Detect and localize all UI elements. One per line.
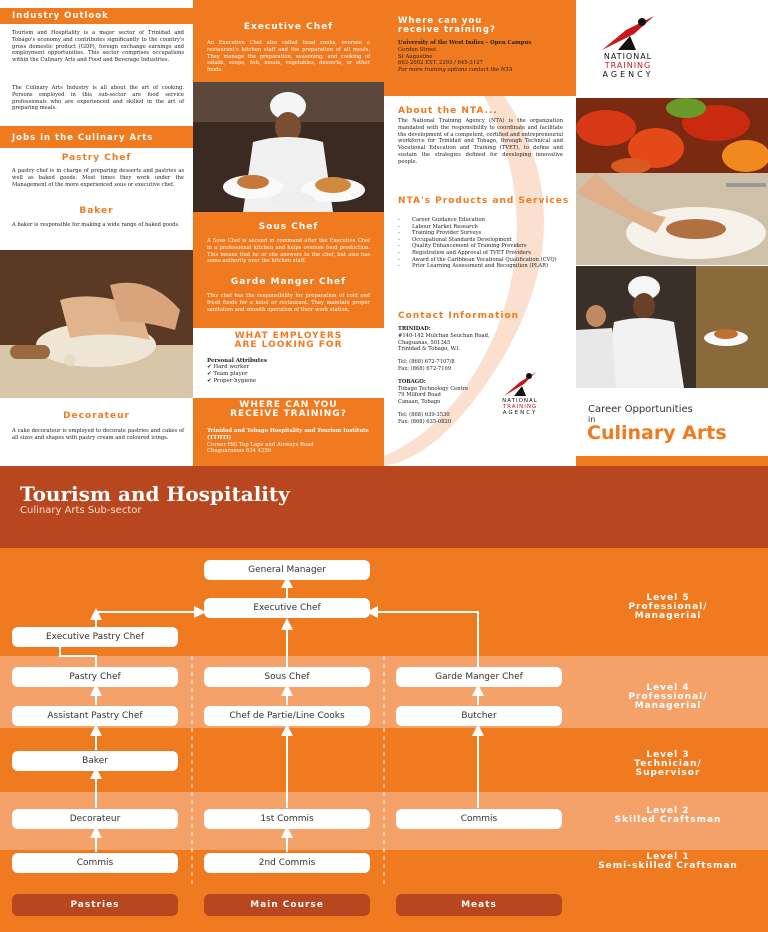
box-sous-chef: Sous Chef xyxy=(204,667,370,687)
jobs-title: Jobs in the Culinary Arts xyxy=(12,133,154,143)
box-chef-de-partie: Chef de Partie/Line Cooks xyxy=(204,706,370,726)
decorateur-text: A cake decorateur is employed to decorate pastries and cakes of all sizes and shapes with pastry cream and coloured icings. xyxy=(12,428,184,441)
cover-in: in xyxy=(588,415,596,424)
box-butcher: Butcher xyxy=(396,706,562,726)
ttihti-address: Corner Hill Top Lape and Airways Road xyxy=(207,441,314,448)
footer-main-course: Main Course xyxy=(204,894,370,916)
tobago-address-3: Canaan, Tobago xyxy=(398,399,441,406)
jobs-header xyxy=(0,126,193,148)
level-5-label xyxy=(568,594,768,621)
box-commis-meats: Commis xyxy=(396,809,562,829)
ttihti-city: Chaguaramas 634 4250 xyxy=(207,448,272,455)
chart-title: Tourism and Hospitality xyxy=(20,482,290,506)
about-title: About the NTA... xyxy=(398,106,498,116)
garde-manger-text: This chef has the responsibility for preparation of cold and fresh foods for a hotel or restaurant. They maintain proper sanitation and smooth operation of their work station. xyxy=(207,293,370,313)
chefs-team-photo xyxy=(576,266,768,388)
box-baker: Baker xyxy=(12,751,178,771)
box-general-manager: General Manager xyxy=(204,560,370,580)
logo-line-2: TRAINING xyxy=(604,61,652,70)
column-4-cover xyxy=(576,0,768,466)
industry-outlook-header xyxy=(0,8,193,24)
trinidad-address-3: Trinidad & Tobago, W.I. xyxy=(398,346,461,353)
where-training-title-col2: WHERE CAN YOU RECEIVE TRAINING? xyxy=(230,400,347,419)
column-2 xyxy=(193,0,384,466)
cover-bottom-stripe xyxy=(576,456,768,466)
exec-chef-text: An Executive Chef also called head cooks, oversee a restaurant's kitchen staff and the preparation of all meals. They manage the preparation, seasoning, and cooking of salads, soups, fish, meats, vegetables, desserts, or other foods. xyxy=(207,40,370,74)
level-2-label xyxy=(568,807,768,825)
level-2-number: Level 2 xyxy=(646,806,690,816)
product-item: - Quality Enhancement of Training Providers xyxy=(398,243,563,250)
about-text: The National Training Agency (NTA) is the organization mandated with the responsibility to coordinate and facilitate the development of a competent, certified and entrepreneurial workforce for Trinidad and Tobago, through Technical and Vocational Education and Training (TVET), to define and sustain the strategies defined for developing innovative people. xyxy=(398,118,564,165)
decorateur-title: Decorateur xyxy=(63,411,130,421)
baker-photo xyxy=(0,250,193,398)
tobago-tel: Tel: (868) 639-3530 xyxy=(398,411,450,418)
career-chart xyxy=(0,466,768,932)
baker-text: A baker is responsible for making a wide range of baked goods. xyxy=(12,222,180,228)
industry-paragraph-1: Tourism and Hospitality is a major sector of Trinidad and Tobago's economy and contributes significantly to the country's gross domestic product (GDP), foreign exchange earnings and employment opportunities. This sector comprises occupations within the Culinary Arts and Food and Beverage Industries. xyxy=(12,30,184,64)
sous-chef-title: Sous Chef xyxy=(258,222,319,232)
uwi-name: University of the West Indies – Open Campus xyxy=(398,40,532,46)
tobago-label: TOBAGO: xyxy=(398,378,426,385)
level-4-number: Level 4 xyxy=(646,683,690,693)
peppers-photo xyxy=(576,98,768,173)
nta-logo-small xyxy=(490,370,550,416)
level-5-desc-1: Professional/ xyxy=(628,602,708,612)
plating-photo xyxy=(576,173,768,265)
employers-panel xyxy=(193,328,384,398)
uwi-note: For more training options contact the NTA xyxy=(398,67,513,74)
attribute-item: ✔ Proper hygiene xyxy=(207,378,384,385)
nta-figure-icon xyxy=(500,370,540,398)
cover-title: Culinary Arts xyxy=(587,422,727,444)
box-executive-pastry-chef: Executive Pastry Chef xyxy=(12,627,178,647)
level-1-desc-1: Semi-skilled Craftsman xyxy=(598,861,738,871)
logo-line-1: NATIONAL xyxy=(603,52,653,61)
trinidad-fax: Fax: (868) 672-7109 xyxy=(398,365,452,372)
column-1 xyxy=(0,0,193,466)
level-4-desc-2: Managerial xyxy=(634,701,702,711)
logo-small-line-3: AGENCY xyxy=(502,410,538,416)
level-1-label xyxy=(568,853,768,871)
box-assistant-pastry-chef: Assistant Pastry Chef xyxy=(12,706,178,726)
ttihti-name: Trinidad and Tobago Hospitality and Tourism Institute (TTHTI) xyxy=(207,428,369,441)
contact-title: Contact Information xyxy=(398,311,520,321)
level-2-desc-1: Skilled Craftsman xyxy=(614,815,722,825)
box-commis-pastries: Commis xyxy=(12,853,178,873)
footer-meats: Meats xyxy=(396,894,562,916)
product-item: - Labour Market Research xyxy=(398,224,563,231)
tobago-address-2: 79 Milford Road xyxy=(398,392,441,399)
pastry-chef-title: Pastry Chef xyxy=(61,153,132,163)
executive-chef-photo xyxy=(193,82,384,212)
attribute-item: ✔ Hard worker xyxy=(207,364,384,371)
product-item: - Training Provider Surveys xyxy=(398,230,563,237)
box-executive-chef: Executive Chef xyxy=(204,598,370,618)
trinidad-label: TRINIDAD: xyxy=(398,326,431,332)
where-training-panel xyxy=(384,0,576,96)
level-5-desc-2: Managerial xyxy=(634,611,702,621)
level-3-desc-2: Supervisor xyxy=(635,768,701,778)
nta-logo-large xyxy=(588,14,668,79)
level-4-label xyxy=(568,684,768,711)
uwi-address-1: Gordon Street xyxy=(398,46,437,53)
trinidad-address-2: Chaguanas, 501345 xyxy=(398,339,451,346)
level-3-label xyxy=(568,751,768,778)
garde-manger-title: Garde Manger Chef xyxy=(230,277,347,287)
employers-title: WHAT EMPLOYERS ARE LOOKING FOR xyxy=(234,331,343,350)
tobago-fax: Fax: (868) 635-0820 xyxy=(398,418,452,425)
box-decorateur: Decorateur xyxy=(12,809,178,829)
level-1-number: Level 1 xyxy=(646,852,690,862)
industry-paragraph-2: The Culinary Arts Industry is all about the art of cooking. Persons employed in this sub-sector are food service professionals who are experienced and skilled in the art of preparing meals. xyxy=(12,85,184,112)
industry-outlook-title: Industry Outlook xyxy=(12,11,109,21)
ttihti-info xyxy=(207,428,372,455)
tobago-address-1: Tobago Technology Centre xyxy=(398,385,469,392)
uwi-address-2: St Augustine xyxy=(398,53,433,60)
level-4-desc-1: Professional/ xyxy=(628,692,708,702)
products-list xyxy=(398,217,563,270)
level-3-number: Level 3 xyxy=(646,750,690,760)
trinidad-address-1: #140-142 Mulchan Seuchan Road, xyxy=(398,332,490,339)
footer-pastries: Pastries xyxy=(12,894,178,916)
cover-career-line: Career Opportunities xyxy=(588,404,693,415)
exec-chef-title: Executive Chef xyxy=(243,22,334,32)
uwi-phone: 662-2002 EXT. 2293 / 645-3127 xyxy=(398,60,483,67)
uwi-info xyxy=(384,35,576,74)
trinidad-tel: Tel: (868) 672-7107/8 xyxy=(398,359,455,366)
products-title: NTA's Products and Services xyxy=(398,196,570,206)
product-item: - Career Guidance Education xyxy=(398,217,563,224)
logo-small-line-1: NATIONAL xyxy=(502,398,538,404)
product-item: - Award of the Caribbean Vocational Qualification (CVQ) xyxy=(398,257,563,264)
level-5-number: Level 5 xyxy=(646,593,690,603)
sous-chef-text: A Sous Chef is second in command after the Executive Chef in a professional kitchen and helps oversee food production. This means that he or she answers to the chef, but also has some authority over the kitchen staff. xyxy=(207,238,370,265)
logo-small-line-2: TRAINING xyxy=(502,404,538,410)
box-garde-manger-chef: Garde Manger Chef xyxy=(396,667,562,687)
product-item: - Registration and Approval of TVET Providers xyxy=(398,250,563,257)
level-3-desc-1: Technician/ xyxy=(634,759,702,769)
box-pastry-chef: Pastry Chef xyxy=(12,667,178,687)
where-training-title: Where can you receive training? xyxy=(398,16,496,35)
box-2nd-commis: 2nd Commis xyxy=(204,853,370,873)
product-item: - Prior Learning Assessment and Recognition (PLAR) xyxy=(398,263,563,270)
product-item: - Occupational Standards Development xyxy=(398,237,563,244)
chart-subtitle: Culinary Arts Sub-sector xyxy=(20,505,142,516)
personal-attributes-label: Personal Attributes xyxy=(207,358,267,364)
attributes-list xyxy=(207,364,384,385)
column-3 xyxy=(384,0,576,466)
nta-figure-icon xyxy=(598,14,658,52)
box-1st-commis: 1st Commis xyxy=(204,809,370,829)
attribute-item: ✔ Team player xyxy=(207,371,384,378)
pastry-chef-text: A pastry chef is in charge of preparing desserts and pastries as well as baked goods. Most times they work under the Management of the more experienced sous or executive chef. xyxy=(12,168,184,188)
baker-title: Baker xyxy=(79,206,114,216)
logo-line-3: AGENCY xyxy=(602,70,654,79)
